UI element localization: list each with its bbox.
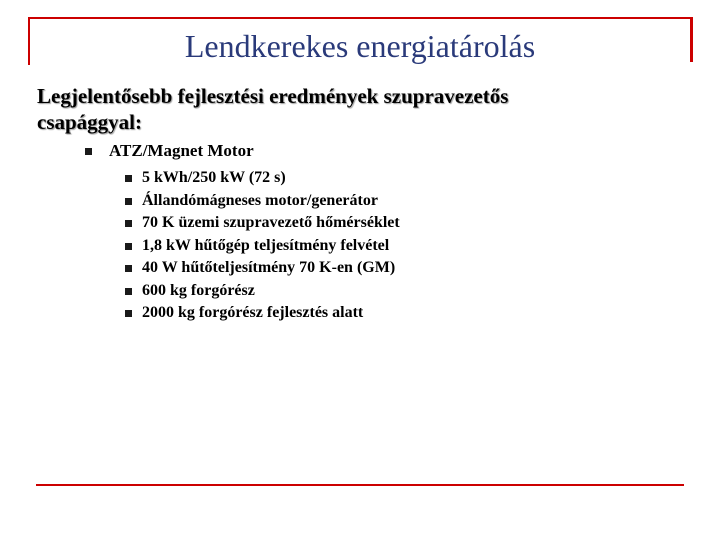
- sub-list-item-label: 1,8 kW hűtőgép teljesítmény felvétel: [142, 236, 390, 254]
- sub-list-item-label: 40 W hűtőteljesítmény 70 K-en (GM): [142, 259, 396, 276]
- intro-line-1: Legjelentősebb fejlesztési eredmények szupravezetős: [37, 84, 509, 108]
- sub-list-item: [124, 190, 644, 213]
- bullet-list-level-2: [124, 167, 644, 325]
- list-item-label: ATZ/Magnet Motor: [109, 141, 254, 160]
- sub-list-item-label: 70 K üzemi szupravezető hőmérséklet: [142, 214, 400, 231]
- bullet-list-level-1: [84, 140, 644, 162]
- square-bullet-icon: [125, 265, 132, 272]
- square-bullet-icon: [85, 148, 92, 155]
- sub-list-item: [124, 167, 644, 190]
- intro-text: [37, 83, 657, 135]
- sub-list-item-label: 2000 kg forgórész fejlesztés alatt: [142, 304, 364, 321]
- sub-list-item: [124, 235, 644, 258]
- top-accent-line: [28, 17, 693, 19]
- sub-list-item: [124, 280, 644, 303]
- square-bullet-icon: [125, 288, 132, 295]
- square-bullet-icon: [125, 175, 132, 182]
- sub-list-item-label: 5 kWh/250 kW (72 s): [142, 169, 286, 186]
- list-item-atz-magnet-motor: [84, 140, 644, 162]
- square-bullet-icon: [125, 198, 132, 205]
- sub-list-item: [124, 302, 644, 325]
- sub-list-item-label: Állandómágneses motor/generátor: [142, 191, 378, 209]
- square-bullet-icon: [125, 220, 132, 227]
- slide-title: Lendkerekes energiatárolás: [184, 28, 536, 64]
- sub-list-item: [124, 257, 644, 280]
- intro-line-2: csapággyal:: [37, 110, 142, 134]
- square-bullet-icon: [125, 310, 132, 317]
- sub-list-item: [124, 212, 644, 235]
- square-bullet-icon: [125, 243, 132, 250]
- sub-list-item-label: 600 kg forgórész: [142, 281, 255, 299]
- bottom-accent-line: [36, 484, 684, 486]
